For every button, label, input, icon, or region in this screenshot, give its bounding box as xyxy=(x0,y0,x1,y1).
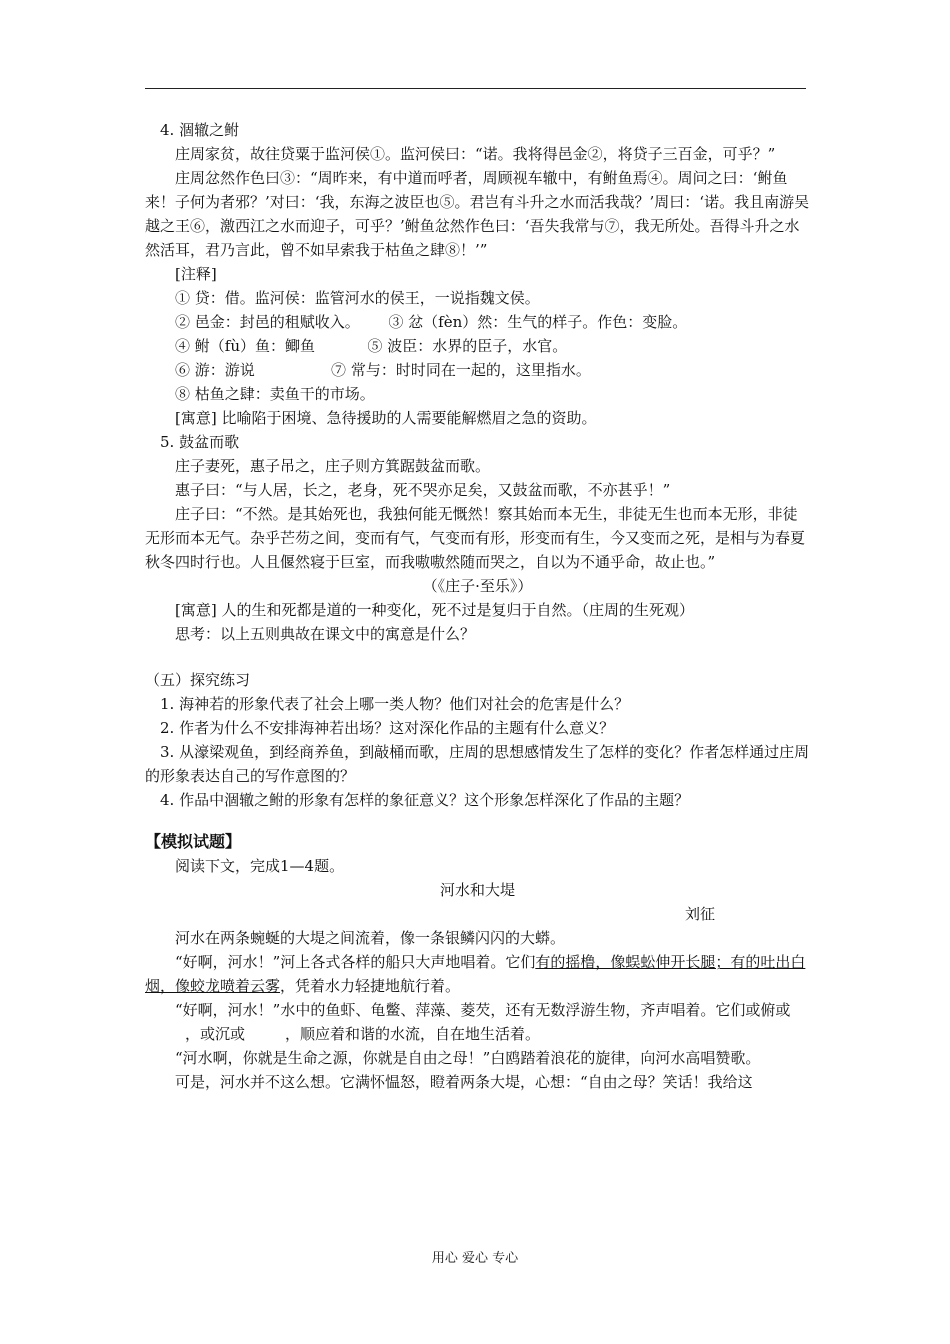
section-heading-5: 5. 鼓盆而歌 xyxy=(160,433,240,451)
document-body xyxy=(145,118,810,1094)
text-run: “好啊，河水！”水中的鱼虾、龟鳖、萍藻、菱芡，还有无数浮游生物，齐声唱着。它们或俯或 xyxy=(175,1001,791,1019)
question: 思考：以上五则典故在课文中的寓意是什么？ xyxy=(175,625,476,643)
paragraph xyxy=(145,998,810,1046)
paragraph: 庄周家贫，故往贷粟于监河侯①。监河侯曰：“诺。我将得邑金②，将贷子三百金，可乎？” xyxy=(175,145,776,163)
instruction: 阅读下文，完成1—4题。 xyxy=(175,857,345,875)
paragraph: 庄周忿然作色曰③：“周昨来，有中道而呼者，周顾视车辙中，有鲋鱼焉④。周问之曰：‘鲋鱼来！子何为者邪？’对曰：‘我，东海之波臣也⑤。君岂有斗升之水而活我哉？’周曰：‘诺。我且南游吴越之王⑥，激西江之水而迎子，可乎？’鲋鱼忿然作色曰：‘吾失我常与⑦，我无所处。吾得斗升之水然活耳，君乃言此，曾不如早索我于枯鱼之肆⑧！’” xyxy=(145,169,810,259)
paragraph: 惠子曰：“与人居，长之，老身，死不哭亦足矣，又鼓盆而歌，不亦甚乎！” xyxy=(175,481,671,499)
text-run: ，顺应着和谐的水流，自在地生活着。 xyxy=(285,1025,541,1043)
note-item: ② 邑金：封邑的租赋收入。 ③ 忿（fèn）然：生气的样子。作色：变脸。 xyxy=(175,313,688,331)
exercise-item: 1. 海神若的形象代表了社会上哪一类人物？他们对社会的危害是什么？ xyxy=(160,695,630,713)
section-heading-4: 4. 涸辙之鲋 xyxy=(160,121,240,139)
exercise-item: 4. 作品中涸辙之鲋的形象有怎样的象征意义？这个形象怎样深化了作品的主题？ xyxy=(160,791,690,809)
note-item: ① 贷：借。监河侯：监管河水的侯王，一说指魏文侯。 xyxy=(175,289,540,307)
text-run: ，或沉或 xyxy=(185,1025,246,1043)
header-rule xyxy=(145,88,806,89)
section-heading-mock-test: 【模拟试题】 xyxy=(145,832,242,851)
paragraph: 庄子妻死，惠子吊之，庄子则方箕踞鼓盆而歌。 xyxy=(175,457,491,475)
paragraph xyxy=(145,950,810,998)
moral: [寓意] 比喻陷于困境、急待援助的人需要能解燃眉之急的资助。 xyxy=(175,409,597,427)
note-item: ⑥ 游：游说 ⑦ 常与：时时同在一起的，这里指水。 xyxy=(175,361,591,379)
paragraph: “河水啊，你就是生命之源，你就是自由之母！”白鸥踏着浪花的旋律，向河水高唱赞歌。 xyxy=(175,1049,761,1067)
exercise-item: 3. 从濠梁观鱼，到经商养鱼，到敲桶而歌，庄周的思想感情发生了怎样的变化？作者怎样通过庄周的形象表达自己的写作意图的？ xyxy=(145,743,810,785)
text-run: “好啊，河水！”河上各式各样的船只大声地唱着。它们 xyxy=(175,953,536,971)
underlined-text: 有的摇橹，像蜈蚣伸开长腿；有的吐出白烟，像蛟龙喷着云雾 xyxy=(145,953,806,995)
source-citation: （《庄子·至乐》） xyxy=(422,577,533,595)
section-heading-exercises: （五）探究练习 xyxy=(145,671,251,689)
article-title: 河水和大堤 xyxy=(439,881,515,899)
text-run: ，凭着水力轻捷地航行着。 xyxy=(280,977,461,995)
paragraph: 庄子曰：“不然。是其始死也，我独何能无慨然！察其始而本无生，非徒无生也而本无形，非徒无形而本无气。杂乎芒芴之间，变而有气，气变而有形，形变而有生，今又变而之死，是相与为春夏秋冬四时行也。人且偃然寝于巨室，而我嗷嗷然随而哭之，自以为不通乎命，故止也。” xyxy=(145,505,806,571)
article-author: 刘征 xyxy=(684,905,715,923)
paragraph: 河水在两条蜿蜒的大堤之间流着，像一条银鳞闪闪的大蟒。 xyxy=(175,929,566,947)
note-item: ⑧ 枯鱼之肆：卖鱼干的市场。 xyxy=(175,385,375,403)
moral: [寓意] 人的生和死都是道的一种变化，死不过是复归于自然。（庄周的生死观） xyxy=(175,601,694,619)
notes-label: [注释] xyxy=(175,265,217,283)
note-item: ④ 鲋（fù）鱼：鲫鱼 ⑤ 波臣：水界的臣子，水官。 xyxy=(175,337,568,355)
page-footer: 用心 爱心 专心 xyxy=(431,1251,519,1266)
exercise-item: 2. 作者为什么不安排海神若出场？这对深化作品的主题有什么意义？ xyxy=(160,719,615,737)
paragraph: 可是，河水并不这么想。它满怀愠怒，瞪着两条大堤，心想：“自由之母？笑话！我给这 xyxy=(175,1073,753,1091)
